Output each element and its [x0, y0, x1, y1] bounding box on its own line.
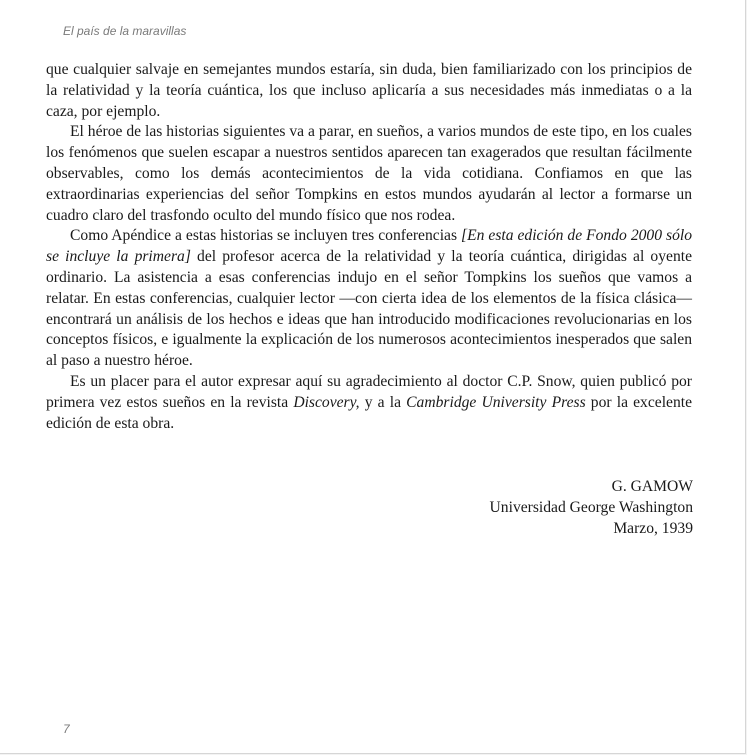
paragraph-3-text-before: Como Apéndice a estas historias se incluyen tres conferencias: [70, 227, 462, 245]
signature-institution: Universidad George Washington: [489, 499, 693, 516]
paragraph-4-text-before: Es un placer para el autor expresar aquí su agradecimiento al doctor C.P. Snow, quien publicó por primera vez estos sueños en la revista: [46, 372, 692, 411]
signature-block: [490, 476, 693, 539]
edition-note: [En esta edición de Fondo 2000 sólo se incluye la primera]: [46, 227, 692, 266]
paragraph-4-text-after: por la excelente edición de esta obra.: [46, 393, 692, 432]
paragraph-3-text-after: del profesor acerca de la relatividad y la teoría cuántica, dirigidas al oyente ordinario. La asistencia a esas conferencias indujo en el señor Tompkins los sueños que vamos a relatar. En estas conferencias, cualquier lector —con cierta idea de los elementos de la física clásica— encontrará un análisis de los hechos e ideas que han introducido modificaciones revolucionarias en los conceptos físicos, e igualmente la explicación de los numerosos acontecimientos inesperados que salen al paso a nuestro héroe.: [46, 248, 692, 370]
publisher-name: Cambridge University Press: [406, 393, 586, 411]
signature-date: Marzo, 1939: [613, 520, 693, 537]
magazine-title: Discovery,: [293, 393, 360, 411]
paragraph-2: El héroe de las historias siguientes va a parar, en sueños, a varios mundos de este tipo, en los cuales los fenómenos que suelen escapar a nuestros sentidos aparecen tan exagerados que resultan fácilmente observables, como los demás acontecimientos de la vida cotidiana. Confiamos en que las extraordinarias experiencias del señor Tompkins en estos mundos ayudarán al lector a formarse un cuadro claro del trasfondo oculto del mundo físico que nos rodea.: [46, 123, 692, 224]
running-header: El país de la maravillas: [63, 24, 187, 38]
paragraph-4: [46, 372, 692, 434]
paragraph-4-text-middle: y a la: [359, 393, 407, 411]
signature-author: G. GAMOW: [611, 478, 693, 495]
body-text: [46, 60, 692, 434]
paragraph-3: [46, 226, 692, 372]
paragraph-1: que cualquier salvaje en semejantes mundos estaría, sin duda, bien familiarizado con los principios de la relatividad y la teoría cuántica, los que incluso aplicaría a sus necesidades más inmediatas o a la caza, por ejemplo.: [46, 61, 692, 120]
page-number: 7: [63, 722, 70, 736]
